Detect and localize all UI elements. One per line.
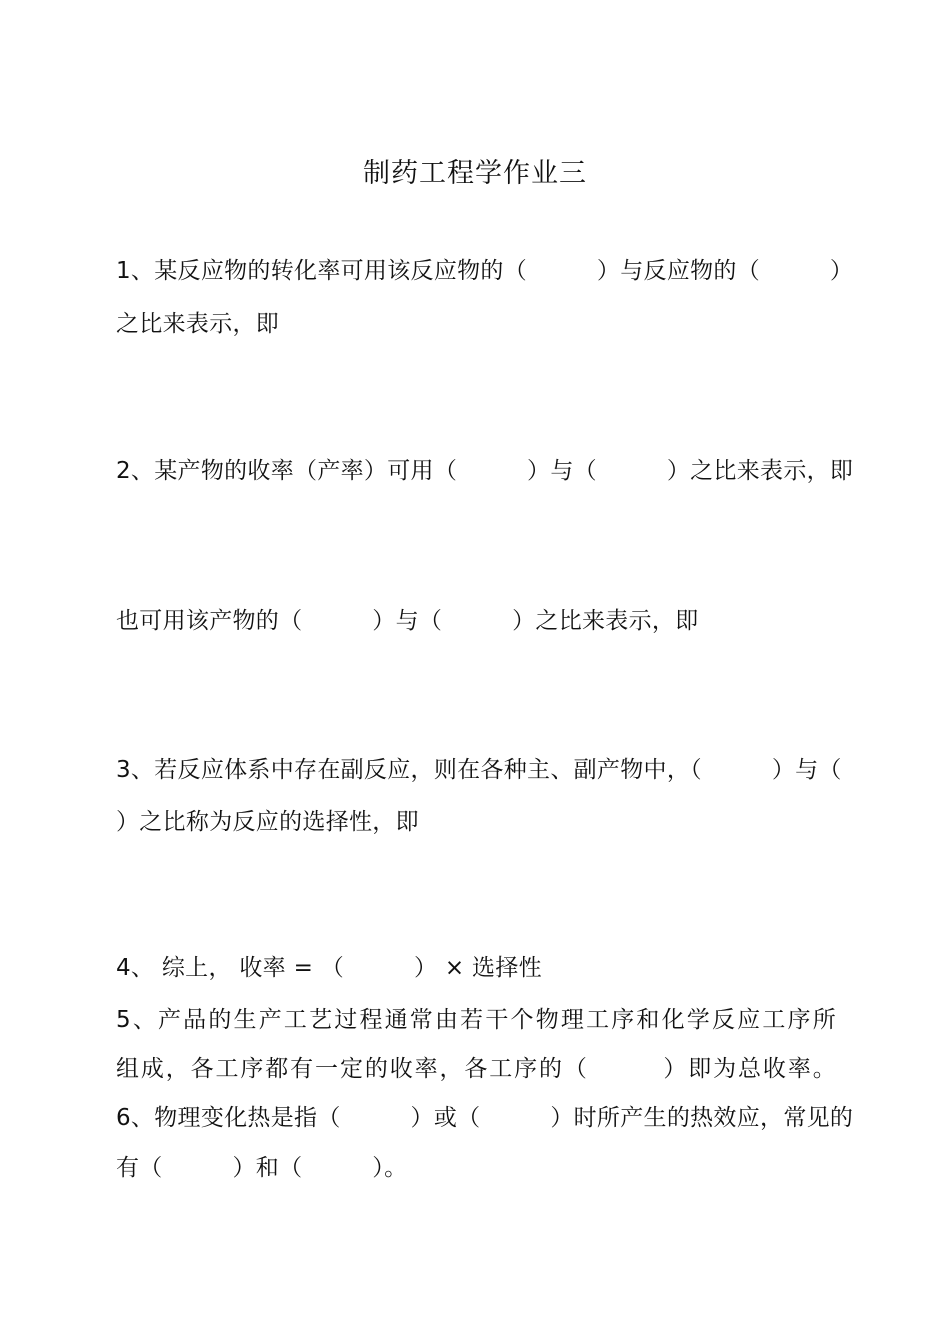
q5-line-1: 5、产品的生产工艺过程通常由若干个物理工序和化学反应工序所 — [116, 1007, 836, 1033]
q1-line-1: 1、某反应物的转化率可用该反应物的（ ）与反应物的（ ） — [116, 258, 854, 284]
q5-line-2: 组成，各工序都有一定的收率，各工序的（ ）即为总收率。 — [116, 1056, 836, 1082]
q6-line-1: 6、物理变化热是指（ ）或（ ）时所产生的热效应，常见的 — [116, 1105, 854, 1131]
q3-line-1: 3、若反应体系中存在副反应，则在各种主、副产物中，（ ）与（ — [116, 757, 842, 783]
q2-line-2: 也可用该产物的（ ）与（ ）之比来表示，即 — [116, 608, 699, 634]
q4-line: 4、 综上， 收率 = （ ） × 选择性 — [116, 955, 542, 981]
q3-line-2: ）之比称为反应的选择性，即 — [116, 809, 419, 835]
q1-line-2: 之比来表示，即 — [116, 311, 280, 337]
q2-line-1: 2、某产物的收率（产率）可用（ ）与（ ）之比来表示，即 — [116, 458, 854, 484]
document-title: 制药工程学作业三 — [363, 158, 587, 189]
q6-line-2: 有（ ）和（ ）。 — [116, 1155, 408, 1181]
